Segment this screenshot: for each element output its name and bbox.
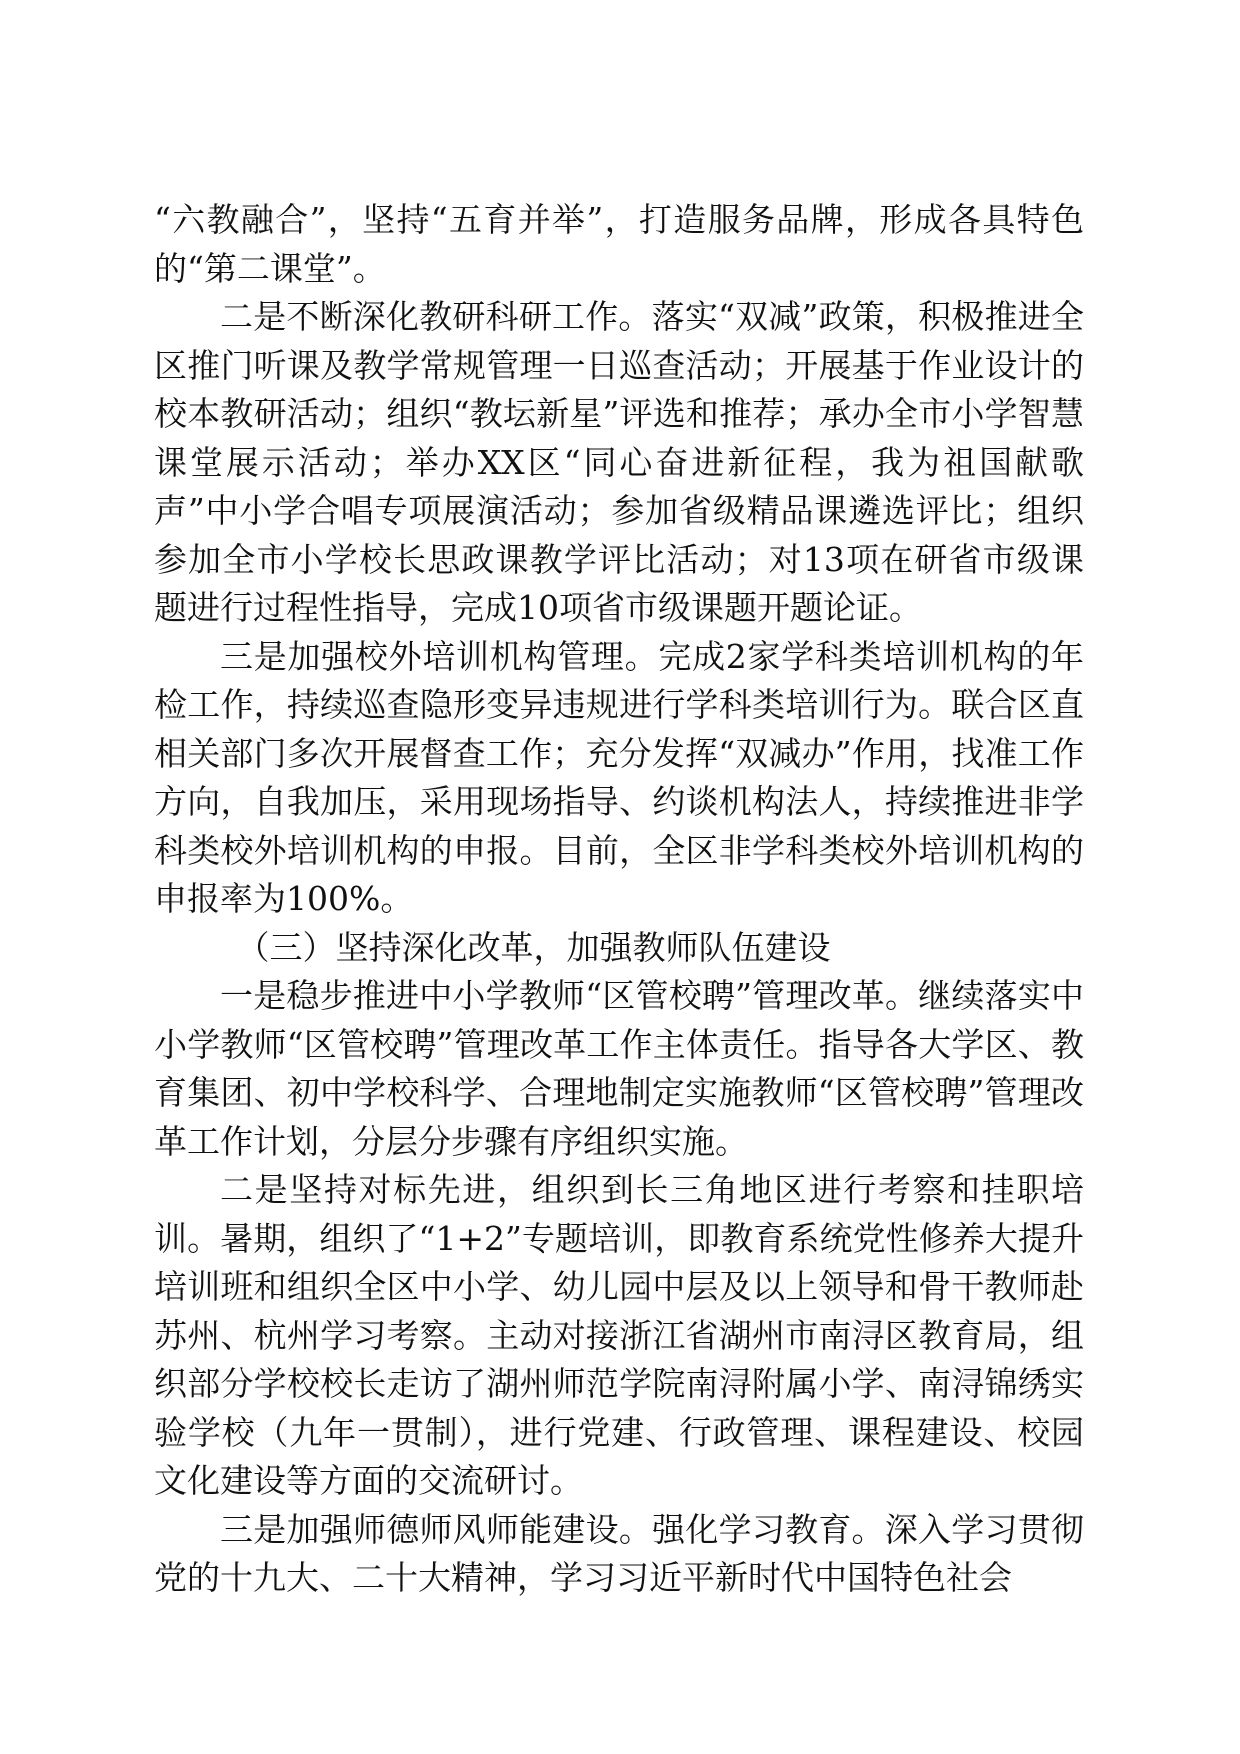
paragraph-benchmarking-training: 二是坚持对标先进，组织到长三角地区进行考察和挂职培训。暑期，组织了“1+2”专题培训，即教育系统党性修养大提升培训班和组织全区中小学、幼儿园中层及以上领导和骨干教师赴苏州、杭州学习考察。主动对接浙江省湖州市南浔区教育局，组织部分学校校长走访了湖州师范学院南浔附属小学、南浔锦绣实验学校（九年一贯制），进行党建、行政管理、课程建设、校园文化建设等方面的交流研讨。 — [154, 1170, 1084, 1500]
paragraph-training-institutions: 三是加强校外培训机构管理。完成2家学科类培训机构的年检工作，持续巡查隐形变异违规进行学科类培训行为。联合区直相关部门多次开展督查工作；充分发挥“双减办”作用，找准工作方向，自我加压，采用现场指导、约谈机构法人，持续推进非学科类校外培训机构的申报。目前，全区非学科类校外培训机构的申报率为100%。 — [154, 636, 1084, 918]
paragraph-teaching-research: 二是不断深化教研科研工作。落实“双减”政策，积极推进全区推门听课及教学常规管理一日巡查活动；开展基于作业设计的校本教研活动；组织“教坛新星”评选和推荐；承办全市小学智慧课堂展示活动；举办XX区“同心奋进新征程，我为祖国献歌声”中小学合唱专项展演活动；参加省级精品课遴选评比；组织参加全市小学校长思政课教学评比活动；对13项在研省市级课题进行过程性指导，完成10项省市级课题开题论证。 — [154, 297, 1084, 627]
document-body — [154, 196, 1084, 1603]
paragraph-continuation: “六教融合”，坚持“五育并举”，打造服务品牌，形成各具特色的“第二课堂”。 — [154, 200, 1084, 288]
paragraph-district-management-reform: 一是稳步推进中小学教师“区管校聘”管理改革。继续落实中小学教师“区管校聘”管理改革工作主体责任。指导各大学区、教育集团、初中学校科学、合理地制定实施教师“区管校聘”管理改革工作计划，分层分步骤有序组织实施。 — [154, 976, 1084, 1161]
paragraph-teacher-ethics: 三是加强师德师风师能建设。强化学习教育。深入学习贯彻党的十九大、二十大精神，学习习近平新时代中国特色社会 — [154, 1509, 1084, 1597]
section-heading-teacher-team: （三）坚持深化改革，加强教师队伍建设 — [236, 927, 831, 967]
